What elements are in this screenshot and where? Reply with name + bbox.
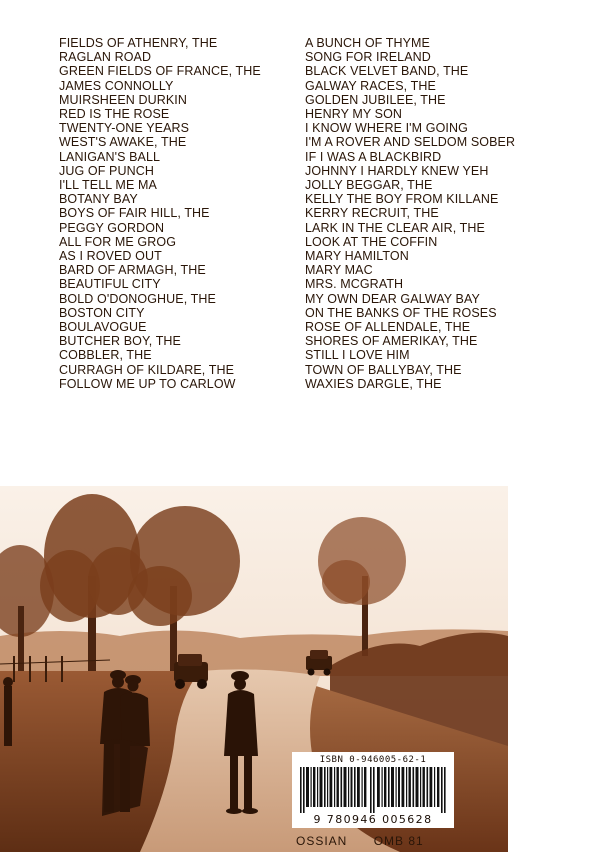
isbn-number: ISBN 0-946005-62-1 [319, 755, 427, 765]
song-title: MARY MAC [305, 263, 373, 278]
song-title: FIELDS OF ATHENRY, THE [59, 36, 218, 50]
song-title: TWENTY-ONE YEARS [59, 121, 190, 136]
song-title: STILL I LOVE HIM [305, 348, 410, 363]
song-title: SHORES OF AMERIKAY, THE [305, 334, 478, 349]
song-title: WAXIES DARGLE, THE [305, 376, 442, 391]
song-title: BARD OF ARMAGH, THE [59, 263, 206, 278]
song-title: BOSTON CITY [59, 305, 145, 320]
song-title: HENRY MY SON [305, 107, 403, 122]
song-title: BEAUTIFUL CITY [59, 277, 161, 292]
song-title: JOHNNY I HARDLY KNEW YEH [305, 163, 489, 178]
song-title: I'LL TELL ME MA [59, 178, 157, 193]
song-title: KELLY THE BOY FROM KILLANE [305, 192, 499, 207]
song-title: LANIGAN'S BALL [59, 149, 161, 164]
publisher-line [296, 834, 456, 848]
song-title: BUTCHER BOY, THE [59, 334, 181, 349]
song-title: PEGGY GORDON [59, 220, 165, 235]
song-title: JUG OF PUNCH [59, 163, 154, 178]
song-title: AS I ROVED OUT [59, 249, 162, 264]
song-title: MARY HAMILTON [305, 249, 409, 264]
song-title: JAMES CONNOLLY [59, 78, 174, 93]
song-title: ALL FOR ME GROG [59, 234, 177, 249]
song-title: TOWN OF BALLYBAY, THE [305, 362, 462, 377]
song-title: BLACK VELVET BAND, THE [305, 64, 469, 79]
ean-number: 9 780946 005628 [313, 813, 433, 826]
song-title: BOYS OF FAIR HILL, THE [59, 206, 210, 221]
song-title: GREEN FIELDS OF FRANCE, THE [59, 64, 261, 79]
song-title: ON THE BANKS OF THE ROSES [305, 305, 497, 320]
song-title: IF I WAS A BLACKBIRD [305, 149, 442, 164]
song-title: ROSE OF ALLENDALE, THE [305, 320, 471, 335]
song-title: JOLLY BEGGAR, THE [305, 178, 433, 193]
song-title: MY OWN DEAR GALWAY BAY [305, 291, 480, 306]
song-title: GALWAY RACES, THE [305, 78, 436, 93]
song-title: I KNOW WHERE I'M GOING [305, 121, 468, 136]
song-title: BOULAVOGUE [59, 320, 147, 335]
song-title: KERRY RECRUIT, THE [305, 206, 439, 221]
song-list-left-column [59, 36, 289, 391]
song-title: LARK IN THE CLEAR AIR, THE [305, 220, 485, 235]
song-title: COBBLER, THE [59, 348, 152, 363]
song-title: RAGLAN ROAD [59, 50, 152, 65]
song-title: RED IS THE ROSE [59, 107, 170, 122]
song-title: BOTANY BAY [59, 192, 138, 207]
song-title: LOOK AT THE COFFIN [305, 234, 438, 249]
song-title: SONG FOR IRELAND [305, 50, 431, 65]
song-title: FOLLOW ME UP TO CARLOW [59, 376, 236, 391]
song-title: I'M A ROVER AND SELDOM SOBER [305, 135, 516, 150]
song-list-right-column [305, 36, 560, 391]
song-title: MUIRSHEEN DURKIN [59, 92, 187, 107]
barcode-bars [300, 767, 446, 813]
song-title: MRS. MCGRATH [305, 277, 404, 292]
barcode-panel [292, 752, 454, 828]
catalogue-code: OMB 81 [373, 834, 424, 848]
song-title: GOLDEN JUBILEE, THE [305, 92, 446, 107]
song-title: WEST'S AWAKE, THE [59, 135, 187, 150]
publisher-name: OSSIAN [296, 834, 348, 848]
song-title: A BUNCH OF THYME [305, 36, 430, 50]
song-title: CURRAGH OF KILDARE, THE [59, 362, 235, 377]
song-title: BOLD O'DONOGHUE, THE [59, 291, 216, 306]
